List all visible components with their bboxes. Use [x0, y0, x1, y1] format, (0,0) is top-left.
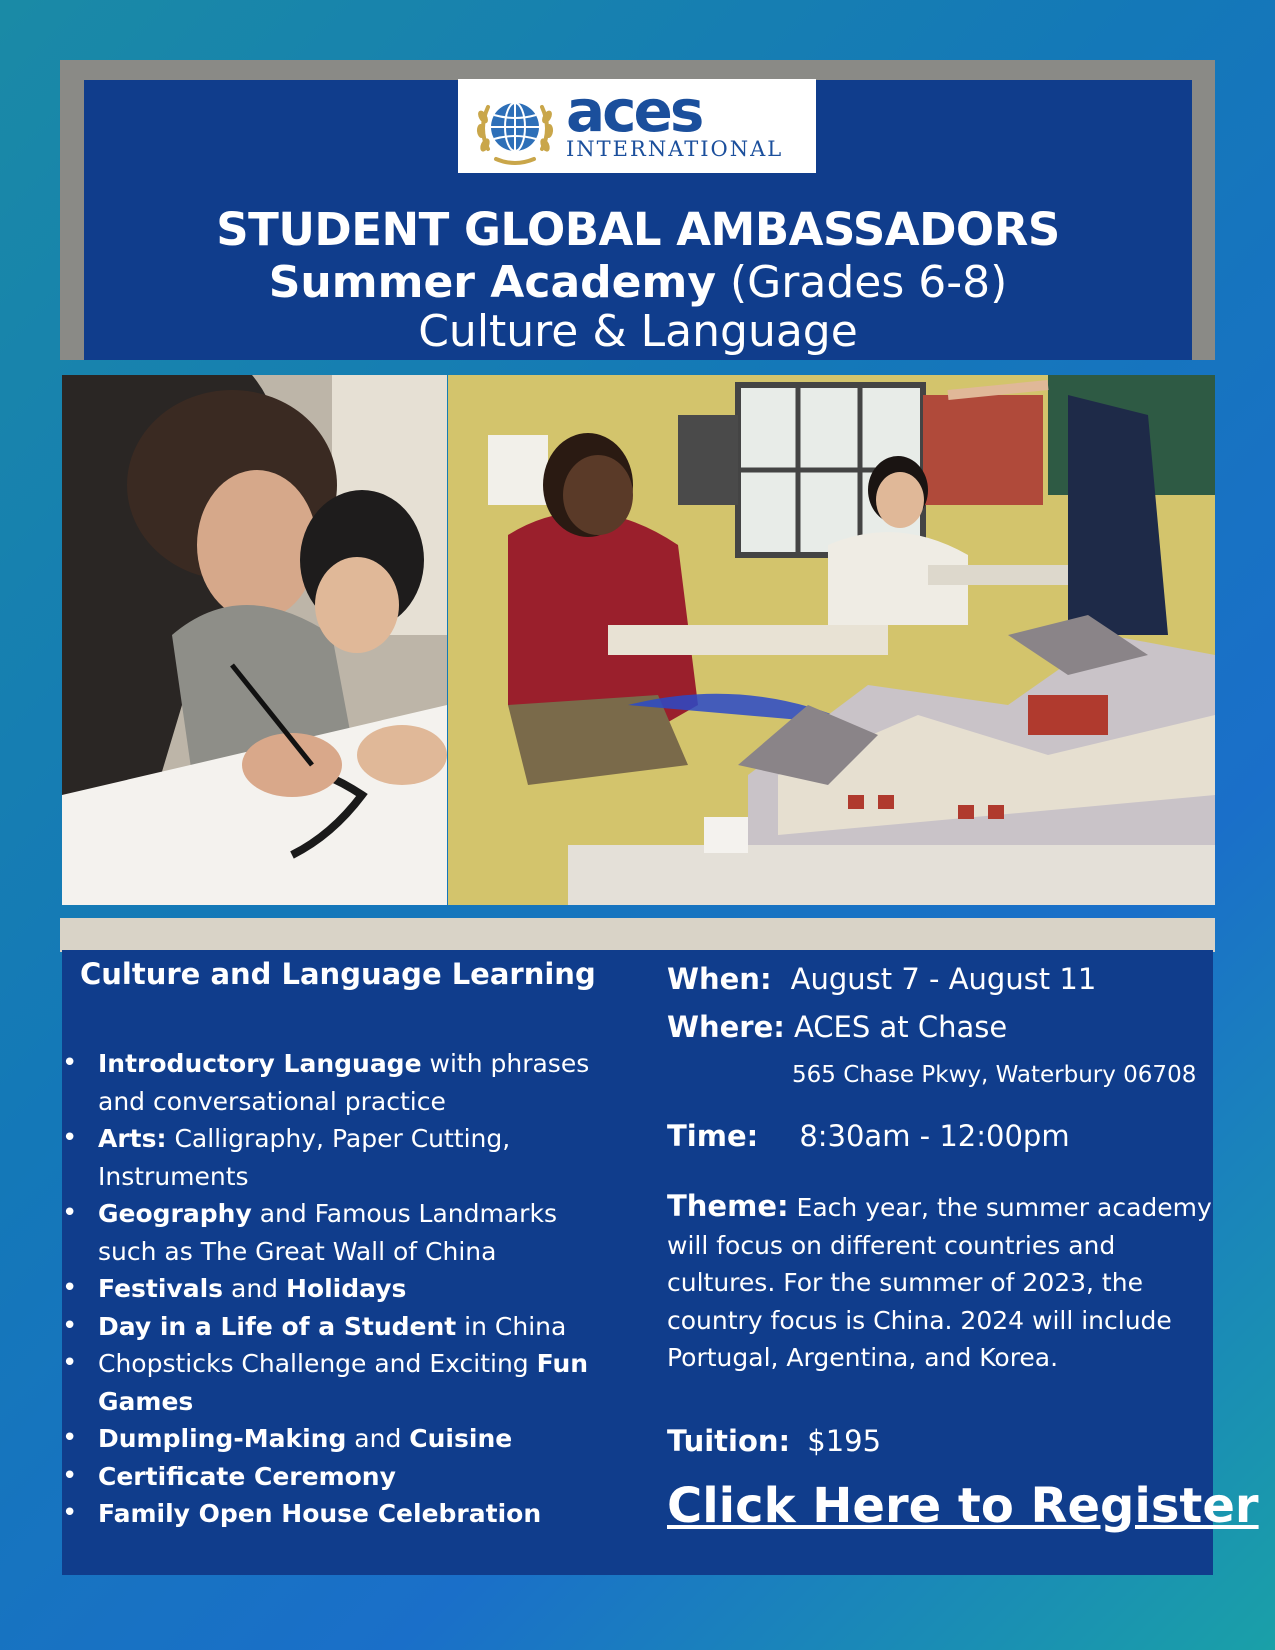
list-item: • Dumpling-Making and Cuisine [62, 1420, 622, 1458]
photo-watermark-left [392, 857, 436, 893]
theme-description: Each year, the summer academy will focus on different countries and cultures. For the summer of 2023, the country focus is China. 2024 will include Portugal, Argentina, and Korea. [667, 1193, 1212, 1372]
logo-wordmark: aces [566, 77, 702, 145]
program-subtitle [84, 257, 1192, 309]
classroom-photo [448, 375, 1215, 905]
list-item: • Arts: Calligraphy, Paper Cutting, Instruments [62, 1120, 622, 1195]
academy-name: Summer Academy [268, 257, 716, 308]
list-item: • Day in a Life of a Student in China [62, 1308, 622, 1346]
when-label: When: [667, 962, 772, 996]
list-item: • Introductory Language with phrases and conversational practice [62, 1045, 622, 1120]
theme-label: Theme: [667, 1189, 789, 1223]
time-value: 8:30am - 12:00pm [799, 1119, 1070, 1153]
address: 565 Chase Pkwy, Waterbury 06708 [792, 1062, 1197, 1088]
tuition-row [667, 1424, 881, 1458]
tuition-value: $195 [807, 1424, 882, 1458]
list-item: • Certificate Ceremony [62, 1458, 622, 1496]
learning-list [62, 1045, 622, 1533]
time-row [667, 1119, 1070, 1153]
register-link[interactable]: Click Here to Register [667, 1478, 1259, 1534]
grades-label: (Grades 6-8) [730, 257, 1008, 308]
learning-heading: Culture and Language Learning [80, 957, 596, 991]
list-item: • Chopsticks Challenge and Exciting Fun Games [62, 1345, 622, 1420]
globe-laurel-icon [474, 87, 556, 169]
when-value: August 7 - August 11 [790, 962, 1097, 996]
program-focus: Culture & Language [418, 306, 858, 357]
logo-subtitle: INTERNATIONAL [566, 137, 784, 161]
divider-band [60, 918, 1215, 952]
where-label: Where: [667, 1010, 785, 1044]
photo-watermark-right [704, 817, 748, 853]
list-item: • Festivals and Holidays [62, 1270, 622, 1308]
where-row [667, 1010, 1007, 1044]
when-row [667, 962, 1096, 996]
photo-collage [62, 375, 1215, 905]
calligraphy-photo [62, 375, 447, 905]
list-item: • Geography and Famous Landmarks such as The Great Wall of China [62, 1195, 622, 1270]
aces-logo [458, 79, 816, 173]
theme-text [667, 1188, 1212, 1377]
time-label: Time: [667, 1119, 759, 1153]
list-item: • Family Open House Celebration [62, 1495, 622, 1533]
program-title: STUDENT GLOBAL AMBASSADORS [216, 203, 1060, 256]
where-value: ACES at Chase [793, 1010, 1008, 1044]
tuition-label: Tuition: [667, 1424, 791, 1458]
